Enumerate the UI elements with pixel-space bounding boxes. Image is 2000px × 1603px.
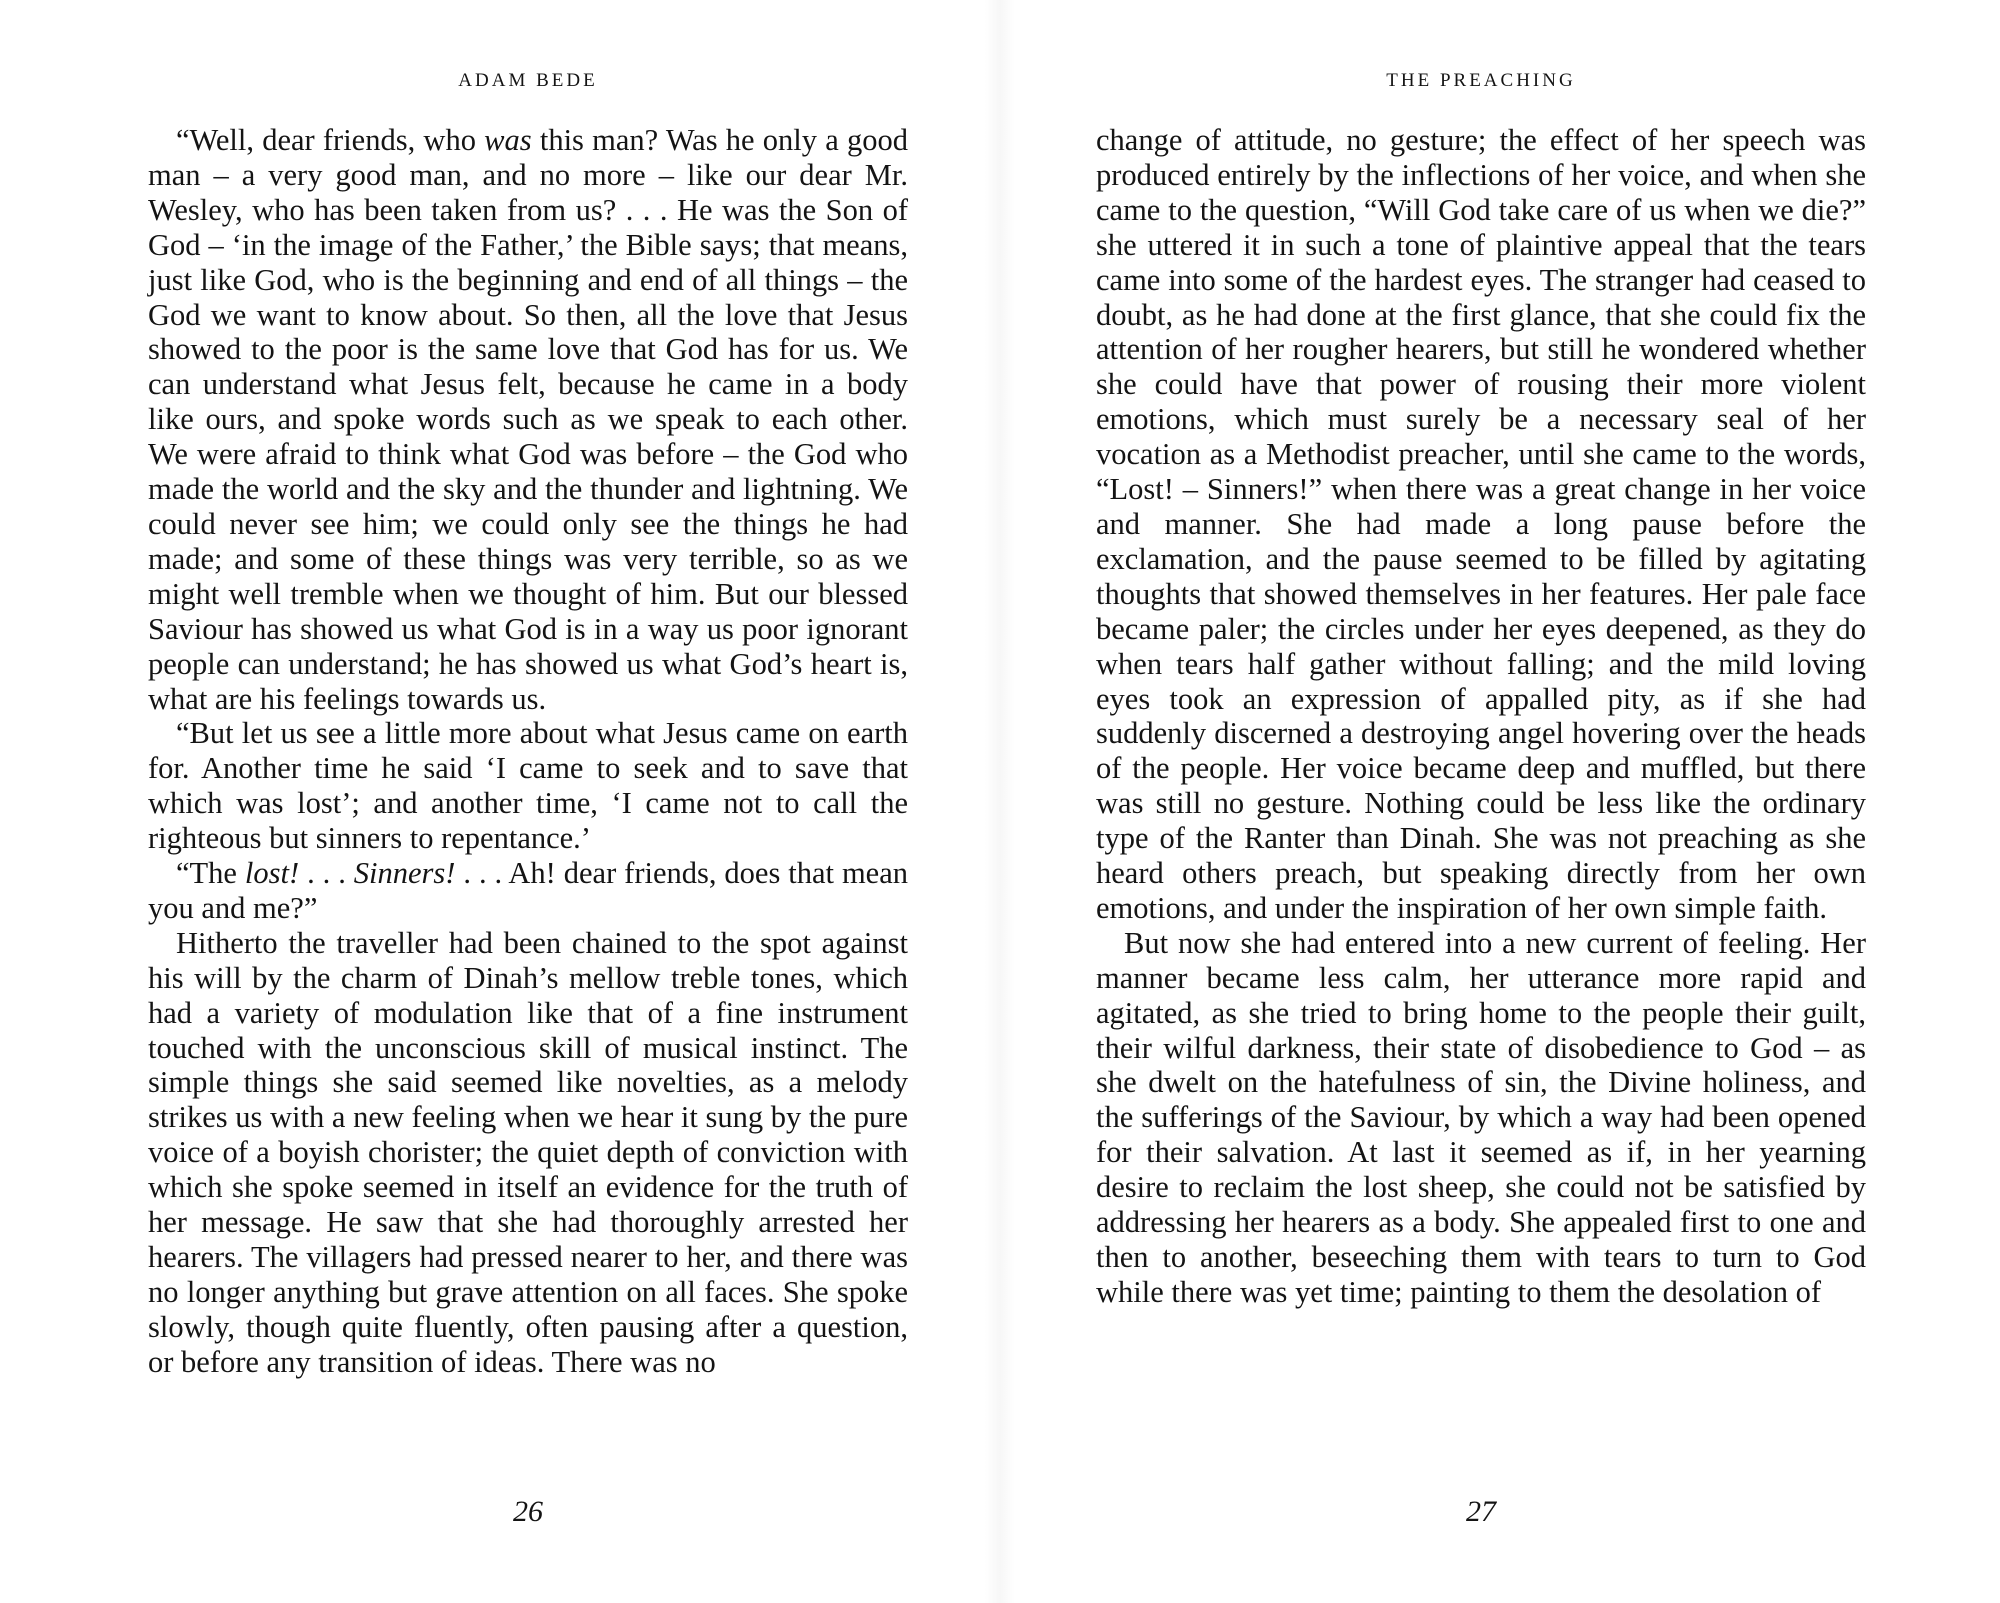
running-head-right: THE PREACHING bbox=[1386, 70, 1576, 91]
paragraph: But now she had entered into a new current of feeling. Her manner became less calm, her utterance more rapid and agitated, as she tried to bring home to the people their guilt, their wilful darkness, their state of disobedience to God – as she dwelt on the hatefulness of sin, the Divine holiness, and the sufferings of the Saviour, by which a way had been opened for their salvation. At last it seemed as if, in her yearning desire to reclaim the lost sheep, she could not be satisfied by addressing her hearers as a body. She appealed first to one and then to another, beseeching them with tears to turn to God while there was yet time; painting to them the desolation of bbox=[1096, 925, 1866, 1309]
page-number-left: 26 bbox=[513, 1495, 543, 1528]
paragraph: “Well, dear friends, who was this man? Was he only a good man – a very good man, and no more – like our dear Mr. Wesley, who has been taken from us? . . . He was the Son of God – ‘in the image of the Father,’ the Bible says; that means, just like God, who is the beginning and end of all things – the God we want to know about. So then, all the love that Jesus showed to the poor is the same love that God has for us. We can understand what Jesus felt, because he came in a body like ours, and spoke words such as we speak to each other. We were afraid to think what God was before – the God who made the world and the sky and the thunder and lightning. We could never see him; we could only see the things he had made; and some of these things was very terrible, so as we might well tremble when we thought of him. But our blessed Saviour has showed us what God is in a way us poor ignorant people can understand; he has showed us what God’s heart is, what are his feelings towards us. bbox=[148, 123, 908, 716]
paragraph: Hitherto the traveller had been chained to the spot against his will by the charm of Dinah’s mellow treble tones, which had a variety of modulation like that of a fine instrument touched with the unconscious skill of musical instinct. The simple things she said seemed like novelties, as a melody strikes us with a new feeling when we hear it sung by the pure voice of a boyish chorister; the quiet depth of conviction with which she spoke seemed in itself an evidence for the truth of her message. He saw that she had thoroughly arrested her hearers. The villagers had pressed nearer to her, and there was no longer anything but grave attention on all faces. She spoke slowly, though quite fluently, often pausing after a question, or before any transition of ideas. There was no bbox=[148, 925, 908, 1379]
paragraph: “But let us see a little more about what Jesus came on earth for. Another time he said ‘I came to seek and to save that which was lost’; and another time, ‘I came not to call the righteous but sinners to repentance.’ bbox=[148, 716, 908, 856]
right-page bbox=[1096, 0, 1866, 1603]
left-page bbox=[148, 0, 908, 1603]
running-head-left: ADAM BEDE bbox=[458, 70, 598, 91]
right-page-text bbox=[1096, 123, 1866, 1310]
gutter bbox=[985, 0, 1015, 1603]
left-page-text bbox=[148, 123, 908, 1380]
paragraph: “The lost! . . . Sinners! . . . Ah! dear friends, does that mean you and me?” bbox=[148, 856, 908, 925]
page-number-right: 27 bbox=[1466, 1495, 1496, 1528]
paragraph: change of attitude, no gesture; the effect of her speech was produced entirely by the inflections of her voice, and when she came to the question, “Will God take care of us when we die?” she uttered it in such a tone of plaintive appeal that the tears came into some of the hardest eyes. The stranger had ceased to doubt, as he had done at the first glance, that she could fix the attention of her rougher hearers, but still he wondered whether she could have that power of rousing their more violent emotions, which must surely be a necessary seal of her vocation as a Methodist preacher, until she came to the words, “Lost! – Sinners!” when there was a great change in her voice and manner. She had made a long pause before the exclamation, and the pause seemed to be filled by agitating thoughts that showed themselves in her features. Her pale face became paler; the circles under her eyes deepened, as they do when tears half gather without falling; and the mild loving eyes took an expression of appalled pity, as if she had suddenly discerned a destroying angel hovering over the heads of the people. Her voice became deep and muffled, but there was still no gesture. Nothing could be less like the ordinary type of the Ranter than Dinah. She was not preaching as she heard others preach, but speaking directly from her own emotions, and under the inspiration of her own simple faith. bbox=[1096, 123, 1866, 925]
